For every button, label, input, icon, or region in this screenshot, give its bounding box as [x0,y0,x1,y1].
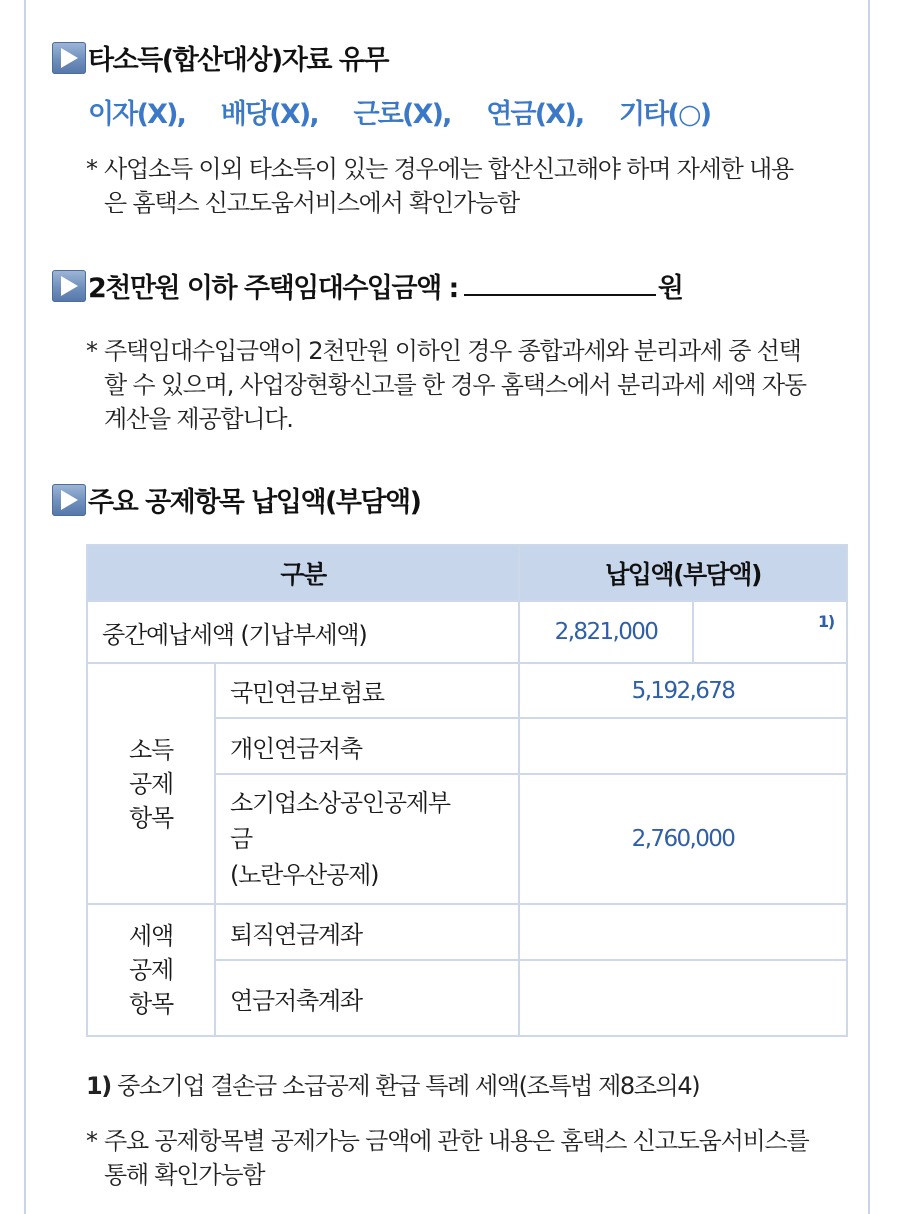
label-line: 소기업소상공인공제부 [230,789,450,817]
group-label-line: 공제 [129,769,173,798]
income-item-other: 기타(○) [618,99,711,130]
national-pension-label: 국민연금보험료 [215,663,519,718]
play-triangle-icon [52,270,86,302]
table-header-row [87,545,847,601]
retirement-pension-label: 퇴직연금계좌 [215,904,519,960]
note-line: 할 수 있으며, 사업장현황신고를 한 경우 홈택스에서 분리과세 세액 자동 [104,371,806,399]
footnote-text: 중소기업 결손금 소급공제 환급 특례 세액(조특법 제8조의4) [117,1072,700,1100]
note-line: 주택임대수입금액이 2천만원 이하인 경우 종합과세와 분리과세 중 선택 [104,337,801,365]
group-label-line: 항목 [129,990,173,1018]
income-item-pension: 연금(X), [486,99,584,130]
rental-unit: 원 [657,273,683,304]
interim-tax-label: 중간예납세액 (기납부세액) [87,601,519,663]
rental-amount-blank [464,276,656,296]
interim-tax-amount: 2,821,000 [519,601,693,663]
note-line: 통해 확인가능함 [104,1161,265,1189]
deductions-note [86,1124,846,1192]
note-star: * [86,1127,97,1155]
rental-income-heading [52,266,682,305]
group-label-line: 공제 [129,956,173,984]
note-star: * [86,155,97,183]
group-label-line: 세액 [129,922,173,950]
note-star: * [86,337,97,365]
note-line: 사업소득 이외 타소득이 있는 경우에는 합산신고해야 하며 자세한 내용 [104,155,793,183]
header-category: 구분 [87,545,519,601]
pension-savings-label: 연금저축계좌 [215,960,519,1036]
footnote-marker: 1) [86,1072,111,1100]
yellow-umbrella-amount: 2,760,000 [519,774,847,904]
table-row [87,904,847,960]
income-item-dividend: 배당(X), [220,99,318,130]
income-deduction-group [87,663,215,904]
rental-income-title: 2천만원 이하 주택임대수입금액 : [88,273,458,304]
note-line: 계산을 제공합니다. [104,405,293,433]
note-line: 주요 공제항목별 공제가능 금액에 관한 내용은 홈택스 신고도움서비스를 [104,1127,809,1155]
group-label-line: 항목 [129,803,173,832]
footnote [86,1066,699,1101]
header-amount: 납입액(부담액) [519,545,847,601]
note-line: 은 홈택스 신고도움서비스에서 확인가능함 [104,189,519,217]
other-income-note [86,152,846,220]
tax-credit-group [87,904,215,1036]
deductions-heading [52,480,420,519]
label-line: 금 [230,825,252,853]
rental-note [86,334,846,436]
frame-right-border [868,0,870,1214]
table-row [87,663,847,718]
play-triangle-icon [52,42,86,74]
play-triangle-icon [52,484,86,516]
other-income-title: 타소득(합산대상)자료 유무 [88,45,388,76]
national-pension-amount: 5,192,678 [519,663,847,718]
table-row [87,601,847,663]
retirement-pension-amount [519,904,847,960]
income-item-wage: 근로(X), [353,99,451,130]
yellow-umbrella-label [215,774,519,904]
interim-footnote-ref: 1) [693,601,847,663]
other-income-status-list [88,92,738,131]
label-line: (노란우산공제) [230,861,379,889]
personal-pension-label: 개인연금저축 [215,718,519,774]
frame-left-border [24,0,26,1214]
deductions-title: 주요 공제항목 납입액(부담액) [88,487,421,518]
pension-savings-amount [519,960,847,1036]
personal-pension-amount [519,718,847,774]
income-item-interest: 이자(X), [88,99,186,130]
group-label-line: 소득 [129,735,173,764]
other-income-heading [52,38,388,77]
deductions-table [86,544,848,1037]
